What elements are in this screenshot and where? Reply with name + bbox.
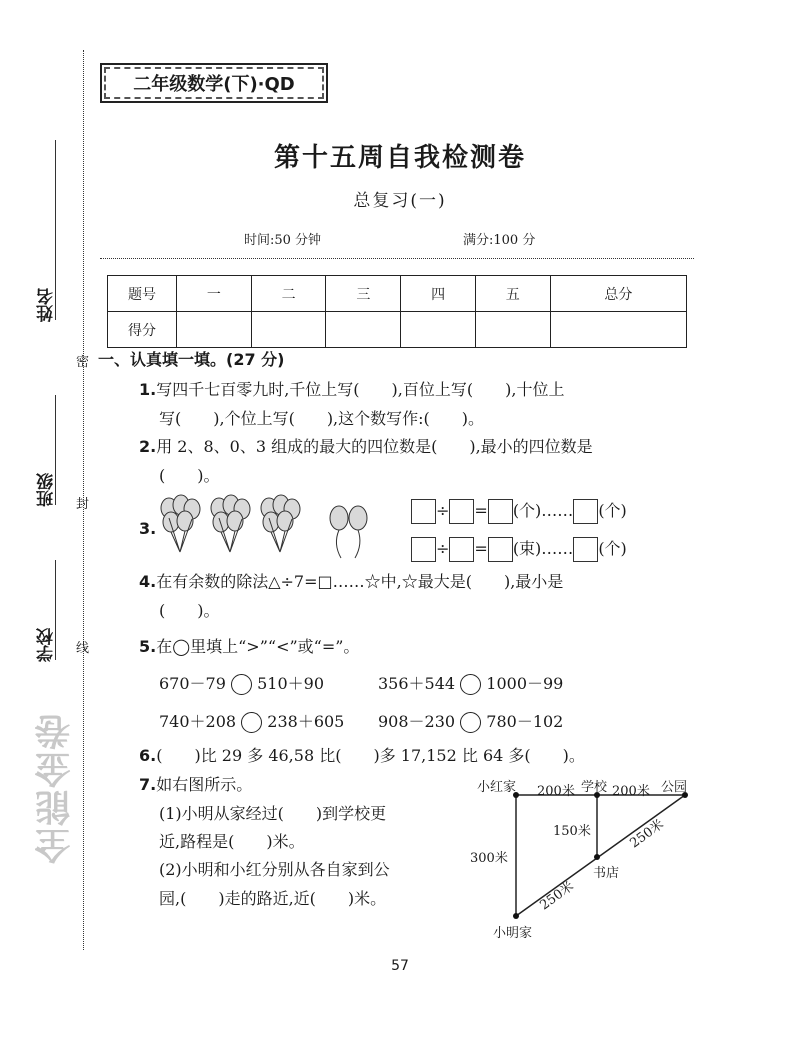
score-header-cell: 一 xyxy=(177,276,252,312)
map-distance-school-store: 150米 xyxy=(553,824,591,839)
seal-char-1: 密 xyxy=(76,355,90,370)
q7-sub2-line2: 园,( )走的路近,近( )米。 xyxy=(159,889,387,908)
q2-line1: 2.用 2、8、0、3 组成的最大的四位数是( ),最小的四位数是 xyxy=(139,437,593,456)
q5-line: 5.在◯里填上“>”“<”或“=”。 xyxy=(139,637,360,656)
score-header-cell: 总分 xyxy=(550,276,686,312)
q7-line: 7.如右图所示。 xyxy=(139,775,253,794)
page-subtitle: 总复习(一) xyxy=(353,191,447,211)
seal-char-2: 封 xyxy=(76,497,90,512)
q1-line1: 1.写四千七百零九时,千位上写( ),百位上写( ),十位上 xyxy=(139,380,565,399)
full-score-label: 满分:100 分 xyxy=(463,233,536,248)
q7-sub1-line2: 近,路程是( )米。 xyxy=(159,832,305,851)
comparison-2: 356＋544 1000－99 xyxy=(378,674,564,693)
q4-line2: ( )。 xyxy=(159,601,220,620)
comparison-1: 670－79 510＋90 xyxy=(159,674,324,693)
q2-line2: ( )。 xyxy=(159,466,220,485)
q6-line: 6.( )比 29 多 46,58 比( )多 17,152 比 64 多( )。 xyxy=(139,746,585,765)
q7-sub2-line1: (2)小明和小红分别从各自家到公 xyxy=(159,860,390,879)
map-label-park: 公园 xyxy=(661,780,688,795)
q3-equation-2: ÷ = (束)…… (个) xyxy=(411,534,627,564)
score-header-cell: 四 xyxy=(401,276,476,312)
q3-number: 3. xyxy=(139,519,157,538)
map-distance-home-ming: 300米 xyxy=(470,851,508,866)
q1-line2: 写( ),个位上写( ),这个数写作:( )。 xyxy=(159,409,485,428)
name-label: 姓名 xyxy=(37,288,57,322)
map-label-xiaohong-home: 小红家 xyxy=(477,780,517,795)
comparison-3: 740＋208 238＋605 xyxy=(159,712,345,731)
seal-char-3: 线 xyxy=(76,641,90,656)
map-distance-store-park: 250米 xyxy=(627,816,667,852)
q4-line1: 4.在有余数的除法△÷7=□……☆中,☆最大是( ),最小是 xyxy=(139,572,564,591)
q3-equation-1: ÷ = (个)…… (个) xyxy=(411,496,627,526)
time-label: 时间:50 分钟 xyxy=(244,233,322,248)
school-label: 学校 xyxy=(37,628,57,662)
map-distance-ming-store: 250米 xyxy=(537,878,577,914)
page-number: 57 xyxy=(391,958,409,974)
score-header-cell: 二 xyxy=(251,276,326,312)
score-header-cell: 题号 xyxy=(108,276,177,312)
map-label-xiaoming-home: 小明家 xyxy=(493,926,533,941)
comparison-4: 908－230 780－102 xyxy=(378,712,564,731)
grade-badge: 二年级数学(下)·QD xyxy=(100,63,328,103)
section-heading: 一、认真填一填。(27 分) xyxy=(98,350,285,369)
map-label-school: 学校 xyxy=(581,780,608,795)
map-label-bookstore: 书店 xyxy=(593,866,620,881)
q7-sub1-line1: (1)小明从家经过( )到学校更 xyxy=(159,804,387,823)
map-distance-school-park: 200米 xyxy=(612,784,650,799)
score-header-cell: 五 xyxy=(475,276,550,312)
score-header-cell: 三 xyxy=(326,276,401,312)
brand-watermark: 全能金卷 xyxy=(35,712,76,864)
class-label: 班级 xyxy=(37,473,57,507)
map-distance-home-school: 200米 xyxy=(537,784,575,799)
page-title: 第十五周自我检测卷 xyxy=(273,143,526,173)
score-row-label: 得分 xyxy=(108,312,177,348)
